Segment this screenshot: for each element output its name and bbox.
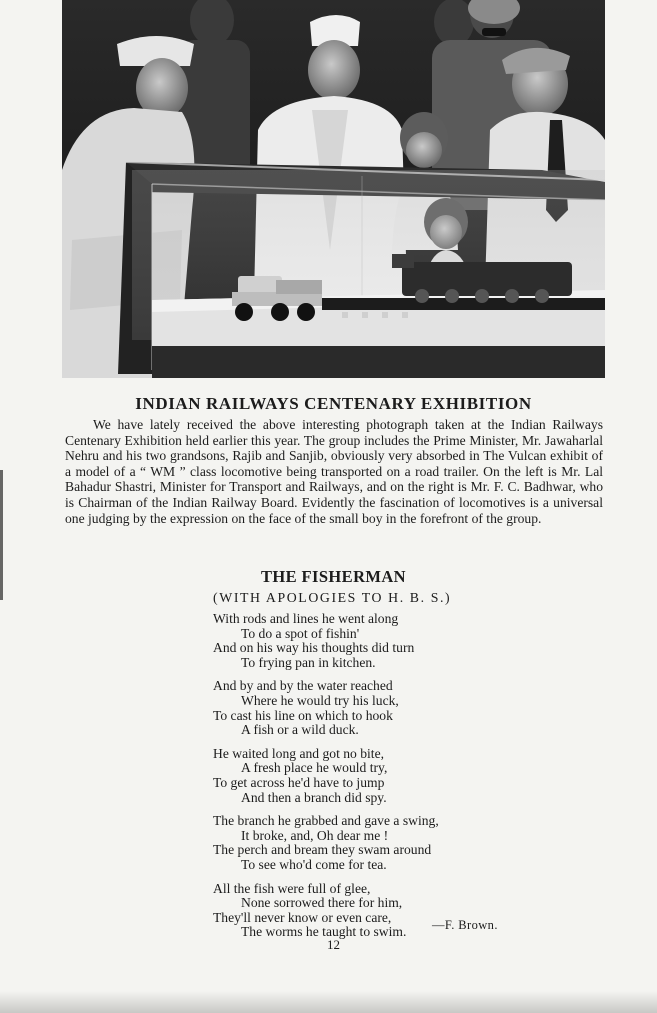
poem-title: THE FISHERMAN xyxy=(260,567,406,586)
exhibition-photograph xyxy=(62,0,605,378)
poem-line: And by and by the water reached xyxy=(213,678,393,694)
poem-line: Where he would try his luck, xyxy=(241,692,399,708)
poem-line: The branch he grabbed and gave a swing, xyxy=(213,813,439,829)
poem-line: A fish or a wild duck. xyxy=(241,722,359,738)
poem-line: They'll never know or even care, xyxy=(213,909,392,925)
poem-line: None sorrowed there for him, xyxy=(241,895,403,911)
poem-line: With rods and lines he went along xyxy=(213,611,399,626)
poem-line: To frying pan in kitchen. xyxy=(241,654,376,670)
poem-line: And then a branch did spy. xyxy=(241,789,387,805)
page-binding-edge xyxy=(0,470,3,600)
poem-stanza xyxy=(213,814,543,872)
poem xyxy=(213,612,543,949)
poem-line: To do a spot of fishin' xyxy=(241,625,360,641)
poem-line: And on his way his thoughts did turn xyxy=(213,640,415,656)
poem-stanza xyxy=(213,612,543,670)
poem-line: To see who'd come for tea. xyxy=(241,856,387,872)
article-title: INDIAN RAILWAYS CENTENARY EXHIBITION xyxy=(135,394,532,413)
poem-line: It broke, and, Oh dear me ! xyxy=(241,827,389,843)
poem-line: The worms he taught to swim. xyxy=(241,924,407,940)
poem-line: To get across he'd have to jump xyxy=(213,774,385,790)
poem-line: The perch and bream they swam around xyxy=(213,842,432,858)
poem-subtitle: (WITH APOLOGIES TO H. B. S.) xyxy=(213,590,452,605)
poem-line: A fresh place he would try, xyxy=(241,760,388,776)
poem-author: —F. Brown. xyxy=(432,918,498,932)
page-bottom-shadow xyxy=(0,991,657,1013)
poem-stanza xyxy=(213,747,543,805)
poem-line: All the fish were full of glee, xyxy=(213,880,371,896)
poem-line: He waited long and got no bite, xyxy=(213,745,385,761)
article-body: We have lately received the above interesting photograph taken at the Indian Railways Centenary Exhibition held earlier this year. The group includes the Prime Minister, Mr. Jawaharlal Nehru and his two grandsons, Rajib and Sanjib, obviously very absorbed in The Vulcan exhibit of a model of a “ WM ” class locomotive being transported on a road trailer. On the left is Mr. Lal Bahadur Shastri, Minister for Transport and Railways, and on the right is Mr. F. C. Badhwar, who is Chairman of the Indian Railway Board. Evidently the fascination of locomotives is a universal one judging by the expression on the face of the small boy in the forefront of the group. xyxy=(65,417,603,526)
page-number: 12 xyxy=(327,937,340,952)
poem-stanza xyxy=(213,679,543,737)
poem-line: To cast his line on which to hook xyxy=(213,707,393,723)
